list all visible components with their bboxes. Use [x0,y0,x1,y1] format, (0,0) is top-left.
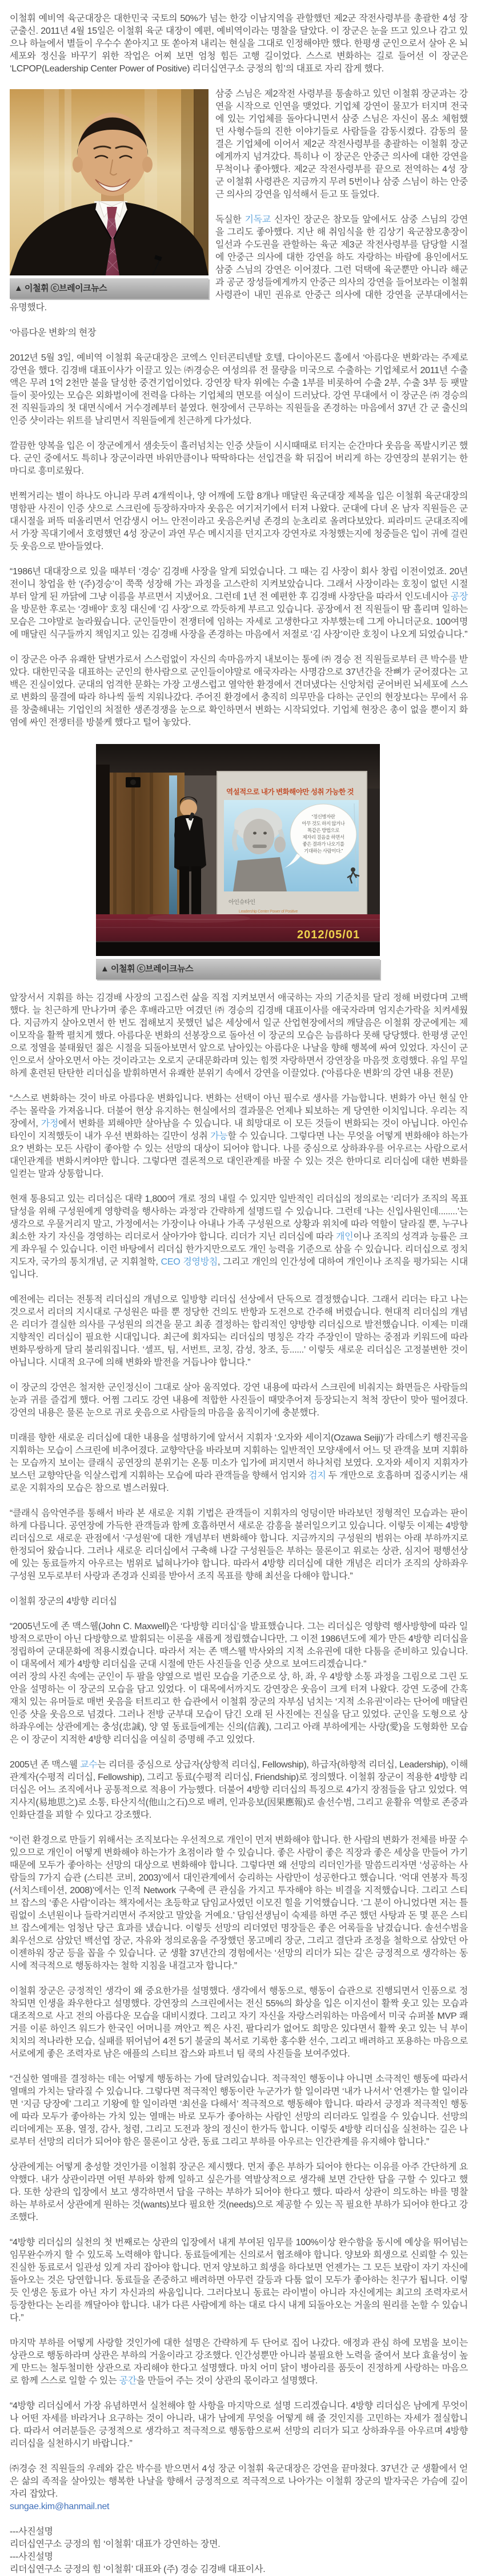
slide-bubble-line: 아무 것도 하지 않거나 [302,821,345,826]
article-paragraph [10,1621,468,1746]
text-run: ‘아름다운 변화’의 현장 [10,328,97,338]
article-paragraph [10,1595,468,1608]
text-run: ---사진설명 [10,2552,53,2562]
article-paragraph [10,1432,468,1495]
text-run: 는 리더를 중심으로 상급자(상향적 리더십, Fellowship), 하급자(하향적 리더십, Leadership), 이해관계자(수평적 리더십, Fellowship), 그리고 동료(수평적 리더십, Friendship)로 정의했다. 이철휘 장군이 적용한 4방향 리더십은 어느 조직에서나 공통적으로 적용이 가능했다. 더불어 4방향 리더십의 특징으로 4가지 장점들을 담고 있었다. 역지사지(易地思之)로 소통, 타산지석(他山之石)으로 배려, 인과응보(因果應報)로 솔선수범, 그리고 윤활유 역할로 존중과 인화단결을 꾀할 수 있다고 강조했다. [10,1760,468,1820]
article-paragraph [10,440,468,478]
article-paragraph [10,992,468,1080]
article-body [10,13,468,2576]
text-run: “4방향 리더십에서 가장 유념하면서 실천해야 할 사항을 마지막으로 설명 드리겠습니다. 4방향 리더십은 남에게 무엇이나 어떤 자세를 바라거나 요구하는 것이 아니라, 내가 남에게 무엇을 어떻게 해 줄 것인지를 고민하는 자세가 절실합니다. 따라서 여러분들은 긍정적으로 생각하고 적극적으로 행동함으로써 선망의 리더가 되고 상하좌우를 아우르며 4방향 리더십을 실천하시기 바랍니다.” [10,2401,468,2449]
inline-link[interactable]: 검지 [308,1471,326,1481]
photo-datestamp: 2012/05/01 [297,929,360,941]
article-paragraph [10,2526,468,2576]
slide-title: 역설적으로 내가 변화해야만 성취 가능한 것 [226,788,354,796]
inline-link[interactable]: 공간 [119,2376,137,2386]
text-run: 독실한 [215,215,245,225]
article-paragraph [10,566,468,641]
text-run: ---사진설명 [10,2527,53,2537]
text-run: 여러 장의 사진 속에는 군인이 두 팔을 양옆으로 벌린 모습을 기준으로 상, 하, 좌, 우 4방향 소통 과정을 그림으로 그린 도안을 설명하는 이 장군의 모습을 담고 있었다. 이 대목에서까지도 강연장은 웃음이 크게 터져 나왔다. 강연 도중에 간혹 재치 있는 유머들로 매번 웃음을 터트리고 한 습관에서 이철휘 장군의 자부심 넘치는 ‘지적 소유권’이라는 단어에 매달린 인증 샷을 웃음으로 넘겼다. 그러나 전방 군부대 모습이 담긴 오래 된 사진에는 진실을 담고 있었다. 군인을 도형으로 상하좌우에는 상관에게는 충성(忠誠), 양 옆 동료들에게는 신의(信義), 그리고 아래 부하에게는 사랑(愛)을 도형화한 모습은 이 장군이 지적한 4방향 리더십을 여실히 증명해 주고 있었다. [10,1672,468,1745]
article-paragraph [10,1985,468,2061]
text-run: 을 만들어 주는 것이 상관의 몫이라고 설명했다. [136,2376,318,2386]
article-paragraph [10,2237,468,2325]
portrait-photo-caption: ▲ 이철휘 ⓒ브레이크뉴스 [10,278,209,299]
article-paragraph [10,1382,468,1419]
text-run: 이철휘 장군의 4방향 리더십 [10,1597,117,1606]
article-paragraph [10,352,468,427]
portrait-photo [10,89,209,275]
article-paragraph [10,654,468,729]
text-run: 미래를 향한 새로운 리더십에 대한 내용을 설명하기에 앞서서 지휘자 ‘오자와 세이지(Ozawa Seiji)’가 라데스키 행진곡을 지휘하는 모습이 스크린에 비추어졌다. 교향악단을 바라보며 지휘하는 일반적인 모양새에서 어느 덧 관객을 보며 지휘하는 모습까지 보이는 클래식 공연장의 분위기는 온통 미소가 입가에 퍼지면서 하나처럼 보였다. 오자와 세이지 지휘자가 보스턴 교향악단을 익살스럽게 지휘하는 모습에 따라 관객들을 향해서 엄지와 [10,1433,468,1481]
text-run: “이런 환경으로 만들기 위해서는 조직보다는 우선적으로 개인이 먼저 변화해야 합니다. 한 사람의 변화가 전체를 바꿀 수 있으므로 개인이 어떻게 변화해야 하는가가 초점이라 할 수 있습니다. 좋은 사람이 좋은 직장과 좋은 세상을 만들어 가기 때문에 모두가 좋아하는 선망의 대상으로 변화해야 합니다. 그렇다면 왜 선망의 리더인가를 말씀드리자면 ‘성공하는 사람들의 7가지 습관 (스티븐 코비, 2003)’에서 대인관계에서 승리하는 사람만이 성공한다고 했습니다. ‘억대 연봉자 특징(서치스테이션, 2008)’에서는 인적 Network 구축에 큰 관심을 가지고 투자해야 하는 비결을 지적했습니다. 그리고 스티브 잡스의 ‘좋은 사람’이라는 책자에서는 초등학교 담임교사였던 이모진 힐을 기억했습니다. ‘그 분이 아니었다면 저는 틀림없이 소년원이나 들락거리면서 주저앉고 말았을 거예요.’ 담임선생님이 숙제를 하면 주곤 했던 사탕과 돈 몇 푼은 스티브 잡스에게는 엄청난 당근 효과를 냈습니다. 이렇듯 선망의 리더였던 명장들은 좋은 어록들을 남겼습니다. 솔선수범을 최우선으로 삼았던 백선엽 장군, 자유와 정의로움을 주장했던 몽고메리 장군, 그리고 결단과 조정을 철학으로 삼았던 아이젠하워 장군 등을 꼽을 수 있습니다. 군 생활 37년간의 경험에서는 ‘선망의 리더가 되는 길’은 긍정적으로 생각하는 동시에 적극적으로 행동하자는 철학 지침을 내걸고자 합니다.” [10,1835,468,1971]
article-paragraph [10,2337,468,2387]
article-paragraph [10,490,468,553]
text-run: 을 방문한 후로는 ‘경배야’ 호칭 대신에 ‘김 사장’으로 깍듯하게 부르고 있습니다. 공장에서 전 직원들이 땀 흘리며 일하는 모습은 그야말로 놀라웠습니다. 군인들만이 전쟁터에 임하는 자세로 고생한다고 자부했는데 그게 아니더군요. 100여명에 매달린 식구들까지 책임지고 있는 김경배 사장을 존경하는 마음에서 저절로 ‘김 사장’이란 호칭이 나오게 되었습니다.” [10,605,468,639]
lecture-photo-caption: ▲ 이철휘 ⓒ브레이크뉴스 [96,959,380,979]
inline-link[interactable]: 교수 [80,1760,98,1770]
text-run: 예전에는 리더는 전통적 리더십의 개념으로 일방향 리더십 선상에서 단독으로 결정했습니다. 그래서 리더는 타고 나는 것으로서 리더의 지시대로 구성원은 따를 뿐 정당한 건의도 반항과 도전으로 간주해 버렸습니다. 현대적 리더십의 개념은 리더가 결실한 의사를 구성원의 의견을 묻고 최종 결정하는 합리적인 양방향 리더십으로 발전했습니다. 이제는 미래지향적인 리더십이 필요한 시대입니다. 최근에 회자되는 리더십의 명칭은 각각 주장인이 말하는 중점과 키워드에 따라 변화무쌍하게 달리 불리워집니다. ‘셀프, 팀, 서번트, 코칭, 감성, 창조, 등......’ 이렇듯 새로운 리더십은 고정불변한 것이 아닙니다. 시대적 요구에 의해 변화와 발전을 거듭나야 합니다.” [10,1295,468,1367]
text-run: 깔끔한 양복을 입은 이 장군에게서 샘솟듯이 흘러넘치는 인증 샷들이 시시때때로 터지는 순간마다 웃음을 폭발시키곤 했다. 군인 중에서도 특히나 장군이라면 바위만큼이나 딱딱하다는 선입견을 확 뒤집어 버리게 하는 강연장의 분위기는 한마디로 흥미로웠다. [10,441,468,476]
article-paragraph [10,1759,468,1822]
article-paragraph [10,1093,468,1181]
article-paragraph [10,13,468,75]
text-run: 신자인 장군은 참모들 앞에서도 삼중 스님의 강연을 그리도 좋아했다. 지난 해 취임식을 한 김상기 육군참모총장이 일선과 수도권을 관할하는 육군 제3군 작전사령부를 담당할 시절에 안중근 의사에 대한 강연을 하도 자랑하는 바람에 용인에서도 삼중 스님의 강연은 이어졌다. 그런 덕택에 육군뿐만 아니라 해군과 공군 장성들에게까지 안중근 의사의 강연을 들어보라는 이철휘 사령관이 내민 권유로 안중근 의사에 대한 강연을 군부대에서는 유명했다. [10,215,468,313]
text-run: 마지막 부하를 어떻게 사랑할 것인가에 대한 설명은 간략하게 두 단어로 집어 나갔다. 애정과 관심 하에 모범을 보이는 상관으로 행동하라며 상관은 부하의 거울이라고 강조했다. 인간성뿐만 아니라 불필요한 노력을 줄여서 보다 효율성이 높게 만드는 철두철미한 상관으로 자리해야 한다고 설명했다. 마치 어미 닭이 병아리를 품듯이 진정하게 사랑하는 마음으로 함께 스스로 일할 수 있는 [10,2338,468,2386]
article-paragraph [10,1507,468,1583]
text-run: 할 수 있습니다. 그렇다면 나는 무엇을 어떻게 변화해야 하는가요? 변화는 모든 사람이 좋아할 수 있는 선망의 대상이 되어야 합니다. 나를 중심으로 상하좌우를 어우르는 사람으로서 대인관계를 변화시켜야만 합니다. 그렇다면 결론적으로 대인관계를 바꿀 수 있는 것은 한마디로 리더십에 대한 변화를 일컫는 말과 상통합니다. [10,1131,468,1179]
text-run: ㈜경승 전 직원들의 우레와 같은 박수를 받으면서 4성 장군 이철휘 육군대장은 강연을 끝마쳤다. 37년간 군 생활에서 얻은 삶의 족적을 살아있는 행복한 나날을 향해서 긍정적으로 적극적으로 나아가는 이철휘 장군의 발자국은 가슴에 깊이 자리 잡았다. [10,2464,468,2499]
slide-speaker-label: 아인슈타인 [229,899,255,906]
text-run: 리더십연구소 긍정의 힘 ‘이철휘’ 대표와 (주) 경승 김경배 대표이사. [10,2565,266,2574]
article-paragraph [10,2161,468,2224]
lecture-photo [96,744,380,956]
text-run: , 그리고 개인의 인간성에 대하여 개인이나 조직을 평가되는 시대입니다. [10,1257,468,1279]
portrait-photo-art [10,89,209,275]
slide-bubble-line: “정신병자란 [311,814,335,819]
text-run: 번쩍거리는 별이 하나도 아니라 무려 4개씩이나, 양 어깨에 도합 8개나 매달린 육군대장 제복을 입은 이철휘 육군대장의 명함판 사진이 인증 샷으로 스크린에 등장하자마자 웃음은 여기저기에서 터져 나왔다. 군대에 다녀 온 남자 직원들은 군대시절을 퍼뜩 떠올리면서 언감생시 어느 안전이라고 웃음은커녕 존경의 눈초리로 올려다보았다. 피라미드 군대조직에서 가장 꼭대기에서 호령했던 4성 장군이 과연 무슨 메시지를 던지고자 강연자로 자청했는지에 청중들은 입이 귀에 걸린 듯 웃음으로 받아들였다. [10,491,468,551]
text-run: “4방향 리더십의 실천의 첫 번째로는 상관의 입장에서 내게 부여된 임무를 100%이상 완수함을 동시에 예상을 뛰어넘는 임무완수까지 할 수 있도록 노력해야 합니다. 동료들에게는 신의로서 협조해야 합니다. 양보와 희생으로 신뢰할 수 있는 진실한 동료로서 일관성 있게 자리 잡아야 합니다. 먼저 양보하고 희생을 하다보면 언젠가는 그 모든 보람이 자기 자신에 돌아오는 것은 당연합니다. 동료들을 존중하고 배려하면 아무런 갈등과 다툼 없이 모두가 좋아하는 친구가 됩니다. 이렇듯 인생은 동료가 아닌 자기 자신과의 싸움입니다. 그러다보니 동료는 라이벌이 아니라 자신에게는 최고의 조력자로서 등장한다는 논리를 깨달아야 합니다. 내가 다른 사람에게 하는 대로 다시 내게 되돌아오는 거울의 원리를 논할 수 있습니다.” [10,2238,468,2323]
inline-link[interactable]: 가능 [210,1131,228,1141]
slide-footer-logo: Leadership Center Power of Positive [239,910,298,914]
text-run: 리더십연구소 긍정의 힘 ‘이철휘’ 대표가 강연하는 장면. [10,2539,221,2549]
slide-bubble-line: 제자리 걸음을 하면서 [302,834,344,840]
text-run: 앞장서서 지휘를 하는 김경배 사장의 고집스런 삶을 직접 지켜보면서 애국하는 자의 기준치를 달리 정해 버렸다며 고백했다. 늘 친근하게 만나가며 좋은 후배라고만 여겼던 ㈜ 경승의 김경배 대표이사를 애국자라며 엄지손가락을 치켜세웠다. 지금까지 살아오면서 한 번도 접해보지 못했던 넓은 세상에서 일군 산업현장에서의 깨달음은 이철휘 장군에게는 제 이모작을 활짝 펼치게 했다. 아름다운 변화의 선봉장으로 돌아선 이 장군의 모습은 늠름하다 못해 당당했다. 한평생 군인으로 정열을 불태웠던 젊은 시절을 되돌아보면서 앞으로 남아있는 아름다운 나날을 향해 행복에 싸여 있었다. 자신이 군인으로서 살아오면서 아는 것이라고는 오로지 군대문화라며 있는 힘껏 자랑하면서 강연장을 마음껏 호령했다. 유일 무일하게 훈련된 탄탄한 리더십을 발휘하면서 유쾌한 분위기 속에서 강연을 이끌었다. (‘아름다운 변화’의 강연 내용 전문) [10,993,468,1078]
article-paragraph [10,2400,468,2450]
article-paragraph [10,1834,468,1973]
text-run: “건실한 열매를 결정하는 데는 어떻게 행동하는 가에 달려있습니다. 적극적인 행동이냐 아니면 소극적인 행동에 따라서 열매의 가치는 달라질 수 있습니다. 그렇다면 적극적인 행동이란 누군가가 할 일이라면 ‘내가 나서서’ 언젠가는 할 일이라면 ‘지금 당장에’ 그리고 기왕에 할 일이라면 ‘최선을 다해서’ 적극적으로 행동해야 합니다. 따라서 긍정과 적극적인 행동에 따라 모두가 좋아하는 가치 있는 열매는 바로 모두가 좋아하는 사람인 선망의 리더라도 일컬을 수 있습니다. 선망의 리더에게는 포용, 열정, 감사, 청렴, 그리고 도전과 창의 정신이 한가득 합니다. 이렇듯 4방향 리더십을 실천하는 길은 나로부터 선망의 리더가 되어야 함은 물론이고 상관, 동료 그리고 부하를 아우르는 인간관계를 유지해야 합니다.” [10,2074,468,2147]
article-paragraph [10,327,468,339]
portrait-photo-figure [10,89,209,299]
slide-bubble-line: 똑같은 방법으로 [307,827,339,833]
text-run: 상관에게는 어떻게 충성할 것인가를 이철휘 장군은 제시했다. 먼저 좋은 부하가 되어야 한다는 이유를 아주 간단하게 요약했다. 내가 상관이라면 어떤 부하와 함께 일하고 싶은가를 역발상적으로 생각해 보면 간단한 답을 구할 수 있다고 했다. 또한 상관의 입장에서 보고 생각하면서 답을 구하는 부하가 되어야 한다고 했다. 따라서 상관이 의도하는 바를 명찰하는 부하로서 상관에게 원하는 것(wants)보다 필요한 것(needs)으로 제공할 수 있는 꼭 필요한 부하가 되어야 한다고 강조했다. [10,2162,468,2222]
text-run: 이 장군은 아주 유쾌한 달변가로서 스스럼없이 자신의 속마음까지 내보이는 통에 ㈜ 경승 전 직원들로부터 큰 박수를 받았다. 대한민국을 대표하는 군인의 한사람으로 군인들이야말로 애국자라는 사명감으로 37년간을 잔뼈가 굳어졌다는 고백은 진실이었다. 군대의 엄격한 문화는 가장 고생스럽고 열악한 환경에서 견뎌냈다는 신앙처럼 굳어버린 뇌세포에 스스로 변화의 물결에 따라 하나씩 둘씩 지워나갔다. 주어진 환경에서 충직히 의무만을 다하는 군인의 현장보다는 무에서 유를 창출해내는 기업인의 처절한 생존경쟁을 눈으로 확인하면서 변화는 시작되었다. 기업체 현장은 총이 없을 뿐이지 화염에 싸인 전쟁터를 방불케 했다고 털어 놓았다. [10,655,468,727]
text-run: 두 개만으로 호흡하며 집중시키는 새로운 지휘자의 모습은 참으로 별스러웠다. [10,1471,468,1493]
inline-link[interactable]: 공장 [450,592,468,602]
text-run: 2005년 존 맥스웰 [10,1760,81,1770]
inline-link[interactable]: 가정 [41,1119,59,1129]
text-run: 현재 통용되고 있는 리더십은 대략 1,800여 개로 정의 내릴 수 있지만 일반적인 리더십의 정의로는 ‘리더가 조직의 목표달성을 위해 구성원에게 영향력을 행사하는 과정’라 간략하게 설명드릴 수 있습니다. 그런데 ‘나는 신입사원인데........’는 생각으로 우물거리지 말고, 가정에서는 가장이나 아내나 가족 구성원으로 상황과 위치에 따라 역할이 달라질 뿐, 누구나 최소한 자기 자신을 경영하는 리더로서 살아가야 합니다. 리더가 지닌 리더십에 따라 [10,1194,468,1242]
text-run: 2012년 5월 3일, 예비역 이철휘 육군대장은 코엑스 인터콘티넨탈 호텔, 다이아몬드 홀에서 ‘아름다운 변화’라는 주제로 강연을 했다. 김경배 대표이사가 이끌고 있는 ㈜경승은 여성의류 전 물량을 미국으로 수출하는 기업체로서 2011년 수출액은 무려 1억 2천만 불을 달성한 중견기업이었다. 강연장 탁자 위에는 수출 1부를 비롯하여 수출 2부, 수출 3부 등 팻말들이 꽂아있는 모습은 외화벌이에 전력을 다하는 기업체의 면모를 여실이 드러났다. 강연 무대에서 이 장군은 ㈜ 경승의 전 직원들과의 첫 대면식에서 거수경례부터 붙였다. 현장에서 근무하는 직원들을 존경하는 마음에서 37년 간 군 출신의 인증 샷이라는 위트를 날리면서 직원들에게 친근하게 다가섰다. [10,353,468,426]
article-paragraph [10,2073,468,2149]
lecture-photo-art [96,744,380,956]
email-link[interactable]: sungae.kim@hanmail.net [10,2502,110,2511]
slide-bubble-line: 기대하는 사람이다.” [304,848,343,854]
article-paragraph [10,1193,468,1281]
inline-link[interactable]: 기독교 [244,215,271,225]
text-run: “2005년도에 존 맥스웰(John C. Maxwell)은 ‘다방향 리더십’을 발표했습니다. 그는 리더십은 영향력 행사방향에 따라 일방적으로만이 아닌 다방향으로 발휘되는 이론을 새롭게 정립했습니다만, 그 이전 1986년도에 제가 만든 4방향 리더십을 정립하여 군대문화에 적용시켰습니다. 따라서 저는 존 맥스웰 박사와의 지적 소유권에 대한 다툼을 준비하고 있습니다. 이 대목에서 제가 4방향 리더십을 군대 시절에 만든 사진들을 인증 샷으로 보여드리겠습니다.” [10,1622,468,1669]
lecture-photo-figure [96,744,380,979]
article-paragraph [10,1294,468,1369]
text-run: “클래식 음악연주를 통해서 바라 본 새로운 지휘 기법은 관객들이 지휘자의 엉덩이만 바라보던 정형적인 모습과는 판이하게 다릅니다. 공연장에 가득한 관객들과 함께 호흡하면서 새로운 감흥을 불러일으키고 있습니다. 이렇듯 이제는 4방향 리더십으로 새로운 관점에서 ‘구성원’에 대한 개념부터 변화해야 합니다. 지금까지의 구성원의 범위는 아래 부하까지로 한정되어 왔습니다. 그러나 새로운 리더십에서 구축해 나갈 구성원들은 부하는 물론이고 위로는 상관, 심지어 평행선상에 있는 동료들까지 아우르는 범위로 넓혀나가야 합니다. 따라서 4방향 리더십에 대한 개념은 리더가 조직의 상하좌우 구성원 모두로부터 사랑과 존경과 신뢰를 받아서 조직 목표를 향해 최선을 다해야 합니다.” [10,1509,468,1581]
inline-link[interactable]: CEO 경영방침 [161,1257,218,1267]
text-run: 삼중 스님은 제2작전 사령부를 통솔하고 있던 이철휘 장군과는 강연을 시작으로 인연을 맺었다. 기업체 강연이 물꼬가 터지며 전국에 있는 기업체를 돌아다니면서 삼중 스님은 자신이 몸소 체험했던 사형수들의 진한 이야기들로 사람들을 감동시켰다. 감동의 물결은 기업체에 이어서 제2군 작전사령부를 총괄하는 이철휘 장군에게까지 넘겨갔다. 특히나 이 장군은 안중근 의사에 대한 강연을 무척이나 좋아했다. 제2군 작전사령부를 끝으로 전역하는 4성 장군 이철휘 사령관은 지금까지 무려 5번이나 삼중 스님이 하는 안중근 의사의 강연을 임석해서 듣고 또 들었다. [215,89,468,199]
text-run: “1986년 대대장으로 있을 때부터 ‘경승’ 김경배 사장을 알게 되었습니다. 그 때는 김 사장이 회사 창립 이전이었죠. 20년 전이니 창업을 한 ‘(주)경승’이 쭉쭉 성장해 가는 과정을 고스란히 지켜보았습니다. 그래서 사장이라는 호칭이 없던 시절부터 알게 된 까닭에 그냥 이름을 부르면서 지냈어요. 그런데 1년 전 예편한 후 김경배 사장단을 따라서 인도네시아 [10,567,468,602]
article-paragraph [10,2463,468,2513]
text-run: 이철휘 장군은 긍정적인 생각이 왜 중요한가를 설명했다. 생각에서 행동으로, 행동이 습관으로 진행되면서 인품으로 정착되면 인생을 좌우한다고 설명했다. 강연장의 스크린에서는 전신 55%의 화상을 입은 이지선이 활짝 웃고 있는 모습과 대조적으로 사고 전의 아름다운 모습을 대비시켰다. 그리고 자기 자신을 자랑스러워하는 마음에서 미국 슈퍼볼 MVP 쾌거를 이룬 하인즈 워드가 한국인 어머니를 껴안고 찍은 사진, 팔다리가 없어도 희망은 있다면서 활짝 웃고 있는 닉 부이치치의 적나라한 모습, 실패를 뛰어넘어 4전 5기 불굴의 복서로 기록한 홍수환 선수, 그리고 배려하고 포용하는 마음으로 서로에게 좋은 조력자로 남은 애플의 스티브 잡스와 파트너 팀 쿡의 사진들을 보여주었다. [10,1986,468,2059]
text-run: 에서 변화를 꾀해야만 살아남을 수 있습니다. 내 희망대로 이 모든 것들이 변화되는 것이 아닙니다. 아인슈타인이 지적했듯이 내가 우선 변화하는 길만이 성취 [10,1119,468,1141]
text-run: “스스로 변화하는 것이 바로 아름다운 변화입니다. 변화는 선택이 아닌 필수로 생사를 가늠합니다. 변화가 아닌 현실 안주는 몰락을 가져옵니다. 더불어 현상 유지하는 현실에서의 결과물은 언제나 퇴보하는 게 당연한 이치입니다. 우리는 직장에서, [10,1094,468,1129]
slide-bubble-line: 좋은 결과가 나오기를 [302,841,344,847]
text-run: 이 장군의 강연은 철저한 군인정신이 그대로 살아 움직였다. 강연 내용에 따라서 스크린에 비춰지는 화면들은 사람들의 눈과 귀를 즐겁게 했다. 어쩜 그리도 강연 내용에 적합한 사진들이 때맞추어져 등장되는지 척척 장단이 맞아 떨어졌다. 강연의 내용은 물론 눈으로 귀로 웃음으로 사람들의 마음을 움직이기에 충분했다. [10,1383,468,1418]
text-run: 이나 조직의 성격과 능률은 크게 좌우될 수 있습니다. 이런 바탕에서 리더십 한가지만으로도 개인 능력을 기준으로 삼을 수 있습니다. 리더십으로 정치 지도자, 국가의 통치개념, 군 지휘철학, [10,1232,468,1267]
inline-link[interactable]: 개인 [336,1232,354,1242]
text-run: 이철휘 예비역 육군대장은 대한민국 국토의 50%가 넘는 한강 이남지역을 관할했던 제2군 작전사령부를 총괄한 4성 장군출신. 2011년 4월 15일은 이철휘 육군 대장이 예편, 예비역이라는 명찰을 달았다. 이 장군은 눈을 뜨고 있으나 감고 있으나 하늘에서 별들이 우수수 쏟아지고 또 쏟아져 내리는 현실을 그대로 인정해야만 했다. 한평생 군인으로서 살아 온 뇌세포와 정신을 바꾸기 위한 작업은 어찌 보면 엄청 힘든 고행 길이었다. 스스로 변화하는 길로 들어선 이 장군은 ‘LCPOP(Leadership Center Power of Positive) 리더십연구소 긍정의 힘’의 대표로 자리 잡게 했다. [10,14,468,74]
